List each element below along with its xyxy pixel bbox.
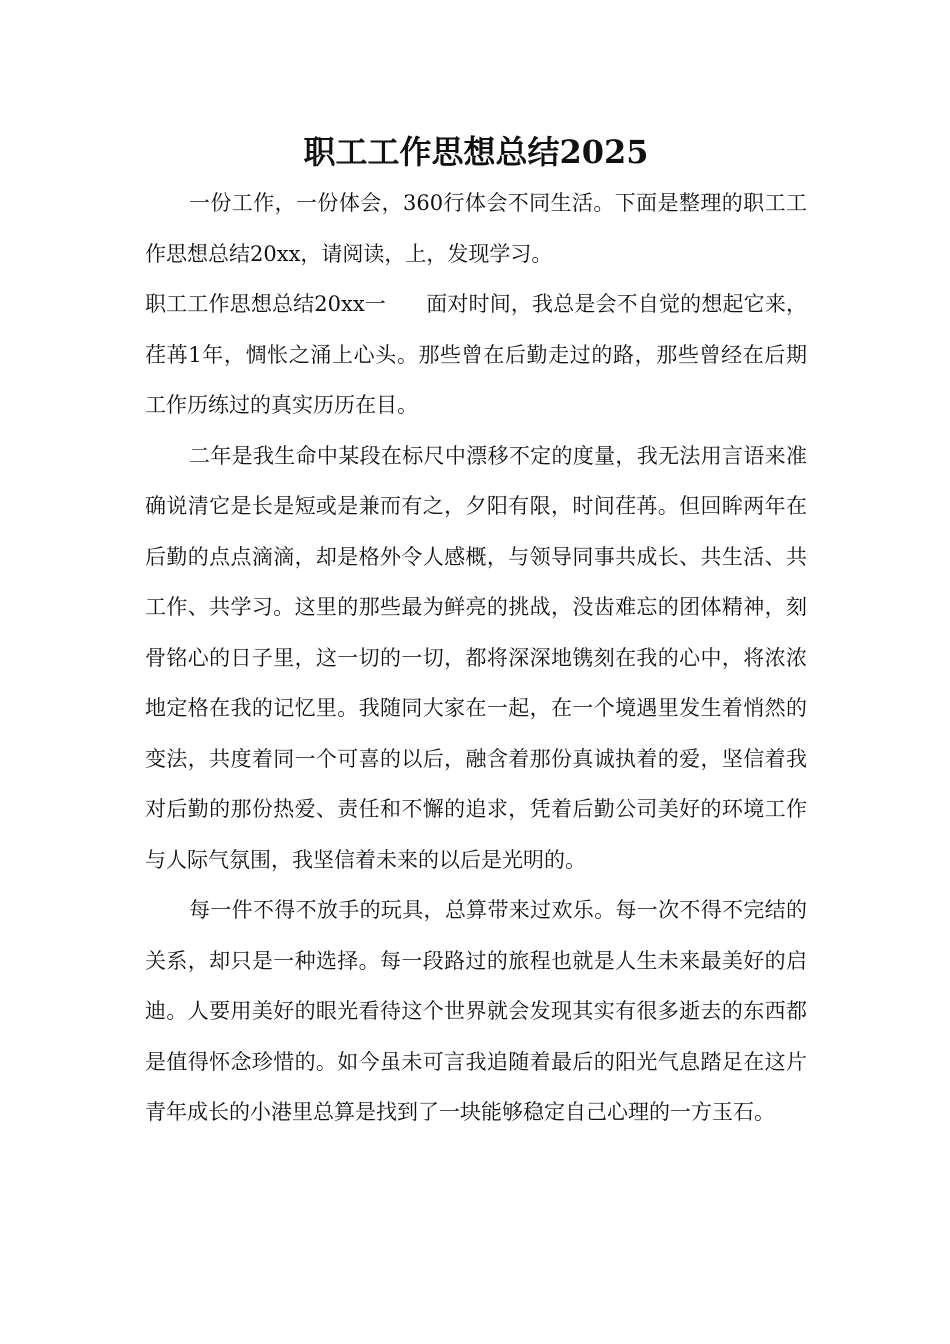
section-paragraph bbox=[145, 279, 807, 431]
section-heading: 职工工作思想总结20xx一 bbox=[145, 292, 387, 316]
intro-paragraph: 一份工作，一份体会，360行体会不同生活。下面是整理的职工工作思想总结20xx，请阅读，上，发现学习。 bbox=[145, 191, 807, 266]
body-paragraph-1: 二年是我生命中某段在标尺中漂移不定的度量，我无法用言语来准确说清它是长是短或是兼而有之，夕阳有限，时间荏苒。但回眸两年在后勤的点点滴滴，却是格外令人感概，与领导同事共成长、共生活、共工作、共学习。这里的那些最为鲜亮的挑战，没齿难忘的团体精神，刻骨铭心的日子里，这一切的一切，都将深深地镌刻在我的心中，将浓浓地定格在我的记忆里。我随同大家在一起，在一个境遇里发生着悄然的变法，共度着同一个可喜的以后，融含着那份真诚执着的爱，坚信着我对后勤的那份热爱、责任和不懈的追求，凭着后勤公司美好的环境工作与人际气氛围，我坚信着未来的以后是光明的。 bbox=[145, 443, 807, 872]
section-text: 面对时间，我总是会不自觉的想起它来，荏苒1年，惆怅之涌上心头。那些曾在后勤走过的路，那些曾经在后期工作历练过的真实历历在目。 bbox=[145, 292, 807, 417]
body-paragraph-2: 每一件不得不放手的玩具，总算带来过欢乐。每一次不得不完结的关系，却只是一种选择。每一段路过的旅程也就是人生未来最美好的启迪。人要用美好的眼光看待这个世界就会发现其实有很多逝去的东西都是值得怀念珍惜的。如今虽未可言我追随着最后的阳光气息踏足在这片青年成长的小港里总算是找到了一块能够稳定自己心理的一方玉石。 bbox=[145, 898, 807, 1124]
document-title: 职工工作思想总结2025 bbox=[303, 133, 649, 171]
document-body bbox=[145, 128, 807, 1138]
